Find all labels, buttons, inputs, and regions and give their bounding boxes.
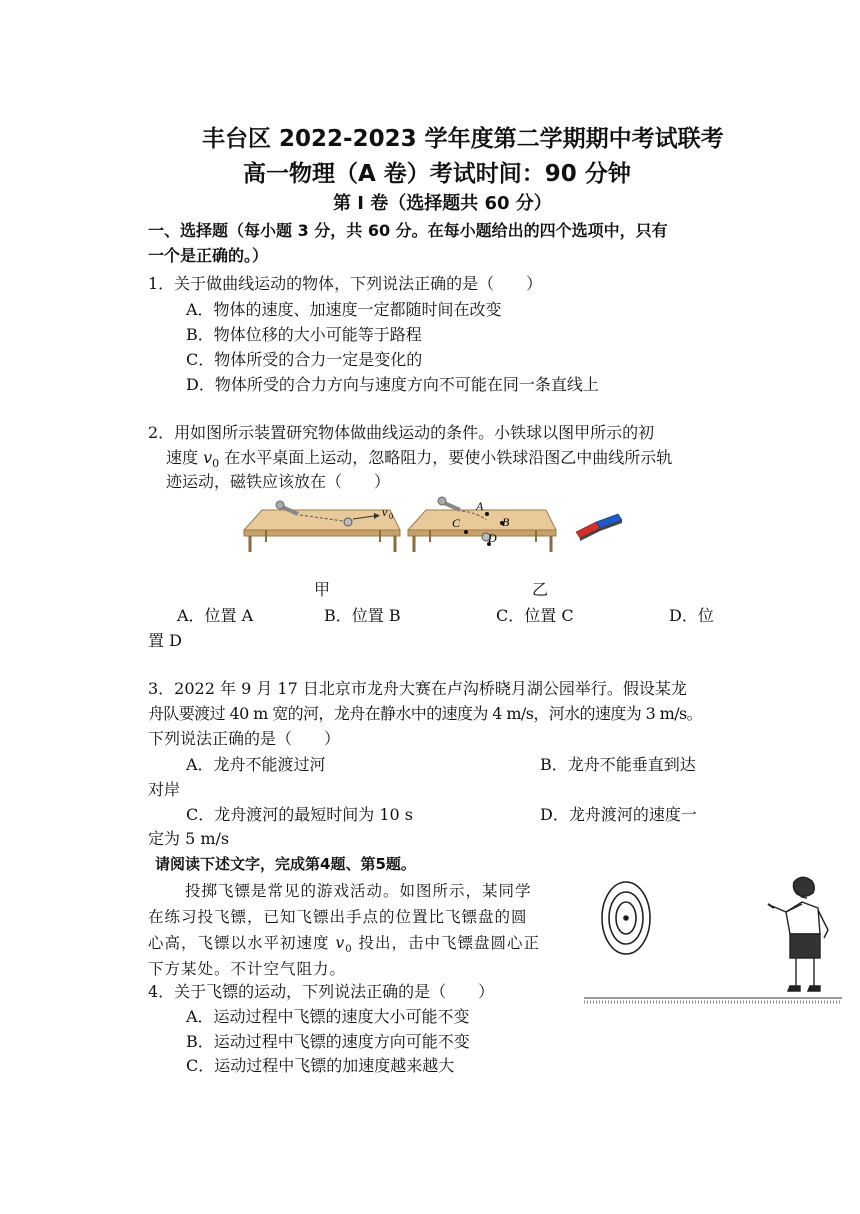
q1-option-a: A．物体的速度、加速度一定都随时间在改变 — [186, 300, 502, 319]
q3-option-c: C．龙舟渡河的最短时间为 10 s — [186, 805, 413, 824]
exam-title-line1: 丰台区 2022-2023 学年度第二学期期中考试联考 — [202, 126, 724, 152]
reading-v-subscript: 0 — [345, 944, 353, 956]
dart-figure — [580, 868, 850, 1013]
point-c-label: C — [452, 516, 461, 530]
q2-stem-line1: 2．用如图所示装置研究物体做曲线运动的条件。小铁球以图甲所示的初 — [148, 423, 655, 442]
q2-v-subscript: 0 — [212, 457, 220, 471]
q4-option-b: B．运动过程中飞镖的速度方向可能不变 — [186, 1032, 470, 1051]
q3-option-a: A．龙舟不能渡过河 — [186, 755, 326, 774]
ground-line — [584, 998, 842, 1002]
v0-subscript: 0 — [389, 512, 393, 521]
q2-option-a: A．位置 A — [177, 606, 254, 625]
q4-option-a: A．运动过程中飞镖的速度大小可能不变 — [186, 1007, 470, 1026]
q1-option-d: D．物体所受的合力方向与速度方向不可能在同一条直线上 — [186, 375, 599, 394]
q3-stem-line2: 舟队要渡过 40 m 宽的河，龙舟在静水中的速度为 4 m/s，河水的速度为 3 m/s。 — [148, 704, 703, 723]
figure-label-jia: 甲 — [314, 580, 331, 599]
magnet — [576, 514, 622, 541]
ramp-right — [438, 497, 460, 510]
v0-label: v — [382, 505, 388, 519]
q2-stem-line2-b: 在水平桌面上运动，忽略阻力，要使小铁球沿图乙中曲线所示轨 — [219, 448, 673, 467]
figure-label-yi: 乙 — [532, 580, 549, 599]
q2-option-b: B．位置 B — [324, 606, 401, 625]
q3-option-d-part2: 定为 5 m/s — [148, 829, 230, 848]
q1-option-c: C．物体所受的合力一定是变化的 — [186, 350, 423, 369]
q3-option-b-part1: B．龙舟不能垂直到达 — [540, 755, 696, 774]
dartboard — [602, 882, 650, 954]
q2-option-d-part1: D．位 — [669, 606, 714, 625]
reading-line3-b: 投出，击中飞镖盘圆心正 — [352, 934, 541, 952]
q2-option-c: C．位置 C — [496, 606, 574, 625]
q2-stem-line2 — [166, 445, 672, 470]
q2-v-symbol: v — [203, 448, 213, 467]
reading-line2: 在练习投飞镖，已知飞镖出手点的位置比飞镖盘的圆 — [148, 908, 528, 926]
reading-line4: 下方某处。不计空气阻力。 — [148, 960, 347, 978]
q2-option-d-part2: 置 D — [148, 631, 182, 650]
q1-stem: 1．关于做曲线运动的物体，下列说法正确的是（ ） — [148, 274, 543, 293]
q3-option-b-part2: 对岸 — [148, 780, 181, 799]
q3-stem-line3: 下列说法正确的是（ ） — [148, 729, 341, 748]
point-d-label: D — [488, 531, 497, 545]
q3-option-d-part1: D．龙舟渡河的速度一 — [540, 805, 697, 824]
exam-title-line2: 高一物理（A 卷）考试时间：90 分钟 — [243, 161, 631, 187]
point-a-dot — [485, 512, 489, 516]
q2-figure — [240, 492, 630, 572]
reading-line1: 投掷飞镖是常见的游戏活动。如图所示，某同学 — [185, 882, 532, 900]
reading-line3-a: 心高，飞镖以水平初速度 — [148, 934, 336, 952]
point-a-label: A — [476, 499, 484, 513]
q2-stem-line3: 迹运动，磁铁应该放在（ ） — [166, 472, 391, 491]
instructions-line1: 一、选择题（每小题 3 分，共 60 分。在每小题给出的四个选项中，只有 — [148, 221, 668, 240]
reading-heading: 请阅读下述文字，完成第4题、第5题。 — [155, 855, 416, 873]
q4-option-c: C．运动过程中飞镖的加速度越来越大 — [186, 1056, 455, 1075]
point-b-label: B — [502, 515, 510, 529]
q3-stem-line1: 3．2022 年 9 月 17 日北京市龙舟大赛在卢沟桥晓月湖公园举行。假设某龙 — [148, 679, 687, 698]
q4-stem: 4．关于飞镖的运动，下列说法正确的是（ ） — [148, 982, 495, 1001]
table-right — [408, 510, 556, 552]
iron-ball-left — [344, 518, 352, 526]
reading-line3 — [148, 931, 540, 955]
instructions-line2: 一个是正确的。） — [148, 246, 269, 265]
q2-stem-line2-a: 速度 — [166, 448, 204, 467]
student-figure — [768, 877, 828, 991]
point-c-dot — [464, 530, 468, 534]
section-title: 第 I 卷（选择题共 60 分） — [333, 193, 552, 214]
reading-v-symbol: v — [335, 934, 346, 952]
q1-option-b: B．物体位移的大小可能等于路程 — [186, 325, 422, 344]
